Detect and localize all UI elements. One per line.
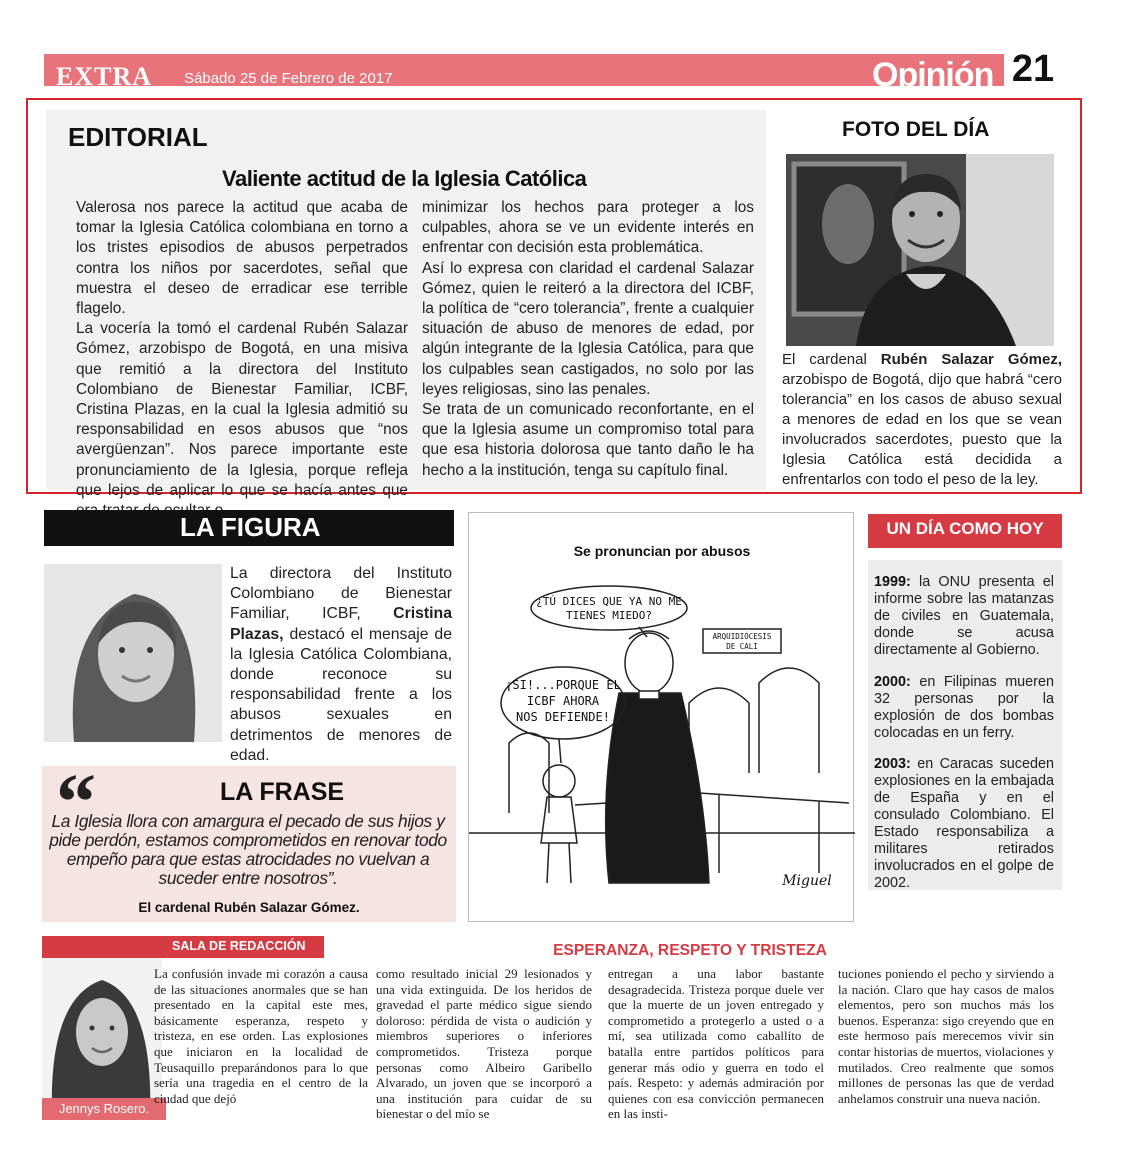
editorial-paragraph: Así lo expresa con claridad el cardenal Salazar Gómez, quien le reiteró a la directora del ICBF, la política de “cero tolerancia”, frente a cualquier situación de abuso de menores de edad, por algún integrante de la Iglesia Católica, para que los culpables sean castigados, no solo por las leyes religiosas, sino las penales. <box>422 259 754 398</box>
cardinal-photo <box>786 154 1054 346</box>
figura-text: La directora del Instituto Colombiano de Bienestar Familiar, ICBF, <box>230 565 452 623</box>
editorial-column-2 <box>422 198 754 481</box>
cartoon-bubble-text: ¡SI!...PORQUE EL <box>505 678 621 692</box>
la-figura-label: LA FIGURA <box>180 512 321 542</box>
section-name: Opinión <box>872 56 994 94</box>
la-frase-quote: La Iglesia llora con amargura el pecado de sus hijos y pide perdón, estamos comprometidos en renovar todo empeño para que estas atrocidades no vuelvan a suceder entre nosotros”. <box>49 811 447 888</box>
column-text-2: como resultado inicial 29 lesionados y una vida extinguida. De los heridos de gravedad el parte médico sigue siendo doloroso: pérdida de vista o audición y miembros superiores o inferiores comprometidos. Tristeza porque personas como Albeiro Garibello Alvarado, un joven que se incorporó a una institución para cuidar de su bienestar o del mío se <box>376 966 592 1122</box>
editorial-label: EDITORIAL <box>68 122 208 152</box>
history-year: 1999: <box>874 574 911 590</box>
cristina-plazas-photo <box>44 564 222 742</box>
foto-del-dia-label: FOTO DEL DÍA <box>842 118 990 141</box>
la-figura-text <box>230 564 452 766</box>
foto-del-dia-caption <box>782 350 1062 490</box>
caption-person-name: Rubén Salazar Gómez, <box>880 351 1062 368</box>
brand-logo: EXTRA <box>56 62 153 91</box>
cartoon-bubble-text: TIENES MIEDO? <box>565 609 653 622</box>
caption-text: El cardenal <box>782 351 881 368</box>
editorial-column-1 <box>76 198 408 521</box>
figura-text: destacó el mensaje de la Iglesia Católica Colombiana, donde reconoce su responsabilidad frente a los abusos sexuales en detrimentos de menores de edad. <box>230 625 452 764</box>
history-item <box>874 574 1054 659</box>
cartoon-signature: Miguel <box>782 873 832 889</box>
cartoon-bubble-text: ¿TÚ DICES QUE YA NO ME <box>536 595 682 608</box>
history-item <box>874 674 1054 742</box>
history-item <box>874 756 1054 892</box>
editorial-paragraph: Se trata de un comunicado reconfortante, en el que la Iglesia asume un compromiso total para que esa historia dolorosa que tanto daño le ha hecho a la institución, tenga su capítulo final. <box>422 401 754 479</box>
quote-mark-icon: “ <box>56 759 96 847</box>
history-year: 2003: <box>874 756 911 772</box>
un-dia-como-hoy-panel <box>868 560 1062 890</box>
editorial-title: Valiente actitud de la Iglesia Católica <box>222 166 587 191</box>
history-text: en Filipinas mueren 32 personas por la explosión de dos bombas colocadas en un ferry. <box>874 674 1054 741</box>
un-dia-como-hoy-header <box>868 514 1062 548</box>
columnist-photo <box>42 958 162 1118</box>
la-frase-author: El cardenal Rubén Salazar Gómez. <box>138 900 360 915</box>
la-figura-header <box>44 510 454 546</box>
un-dia-como-hoy-label: UN DÍA COMO HOY <box>886 519 1044 538</box>
la-frase-label: LA FRASE <box>220 778 345 806</box>
page-number: 21 <box>1006 48 1060 92</box>
cartoon-title: Se pronuncian por abusos <box>573 543 751 559</box>
column-text-3: entregan a una labor bastante desagradecida. Tristeza porque duele ver que la muerte de un joven entregado y comprometido a protegerlo a usted o a mí, sea utilizada como caballito de batalla entre partidos políticos para generar más odio y guerra en todo el país. Respeto: y además admiración por quienes con esa convicción permanecen en las insti- <box>608 966 824 1122</box>
cartoon-drawing <box>469 513 855 923</box>
history-text: en Caracas suceden explosiones en la embajada de España y en el consulado Colombiano. El Estado responsabiliza a militares retirados involucrados en el golpe de 2002. <box>874 756 1054 891</box>
sala-de-redaccion-label: SALA DE REDACCIÓN <box>172 939 306 953</box>
masthead-bar <box>44 54 1004 94</box>
cardinal-photo-illustration <box>786 154 1054 346</box>
masthead <box>44 48 1060 92</box>
cartoon-bubble-text: NOS DEFIENDE! <box>516 710 610 724</box>
figura-person-name: Cristina Plazas, <box>230 605 452 643</box>
editorial-highlight-box <box>26 98 1082 499</box>
column-text-1: La confusión invade mi corazón a causa de las situaciones anormales que se han presentado en la capital este mes, básicamente esperanza, respeto y tristeza, en ese orden. Las explosiones que iniciaron en la localidad de Teusaquillo preparándonos para lo que sería una tragedia en el centro de la ciudad que dejó <box>154 966 368 1106</box>
la-frase-box <box>42 759 456 922</box>
history-year: 2000: <box>874 674 911 690</box>
history-text: la ONU presenta el informe sobre las matanzas de civiles en Guatemala, donde se acusa directamente al Gobierno. <box>874 574 1054 658</box>
cartoon-panel <box>468 512 854 922</box>
portrait-illustration <box>44 564 222 742</box>
column-text-4: tuciones poniendo el pecho y sirviendo a la nación. Claro que hay casos de malos elementos, pero son muchos más los buenos. Esperanza: sigo creyendo que en este hermoso país merecemos vivir sin contar historias de muertos, violaciones y mutilados. Creo realmente que somos millones de personas las que de verdad anhelamos construir una nueva nación. <box>838 966 1054 1106</box>
editorial-panel <box>46 110 766 499</box>
editorial-paragraph: minimizar los hechos para proteger a los culpables, ahora se ve un evidente interés en enfrentar con decisión esta problemática. <box>422 199 754 257</box>
editorial-paragraph: Valerosa nos parece la actitud que acaba de tomar la Iglesia Católica colombiana en torno a los tristes episodios de abusos perpetrados contra los niños por sacerdotes, señal que muestra el deseo de erradicar ese terrible flagelo. <box>76 199 408 318</box>
cartoon-bubble-text: ICBF AHORA <box>526 694 600 708</box>
issue-date: Sábado 25 de Febrero de 2017 <box>184 70 393 87</box>
caption-text: arzobispo de Bogotá, dijo que habrá “cero tolerancia” en los casos de abuso sexual a menores de edad en los que se vean involucrados sacerdotes, puesto que la Iglesia Católica está decidida a enfrentarlos con todo el peso de la ley. <box>782 371 1062 488</box>
editorial-paragraph: La vocería la tomó el cardenal Rubén Salazar Gómez, arzobispo de Bogotá, en una misiva que remitió a la directora del Instituto Colombiano de Bienestar Familiar, ICBF, Cristina Plazas, en la cual la Iglesia admitió su responsabilidad en esos abusos que “nos avergüenzan”. Nos parece importante este pronunciamiento de la Iglesia, porque refleja que lejos de aplicar lo que se hacía antes que <box>76 320 408 499</box>
columnist-name-badge <box>42 1098 166 1120</box>
cartoon-sign-text: DE CALI <box>726 642 758 651</box>
cartoon-sign-text: ARQUIDIÓCESIS <box>712 632 772 641</box>
column-title: ESPERANZA, RESPETO Y TRISTEZA <box>553 942 827 959</box>
columnist-illustration <box>42 958 162 1118</box>
columnist-name: Jennys Rosero. <box>58 1101 150 1116</box>
sala-de-redaccion-header <box>42 936 324 958</box>
